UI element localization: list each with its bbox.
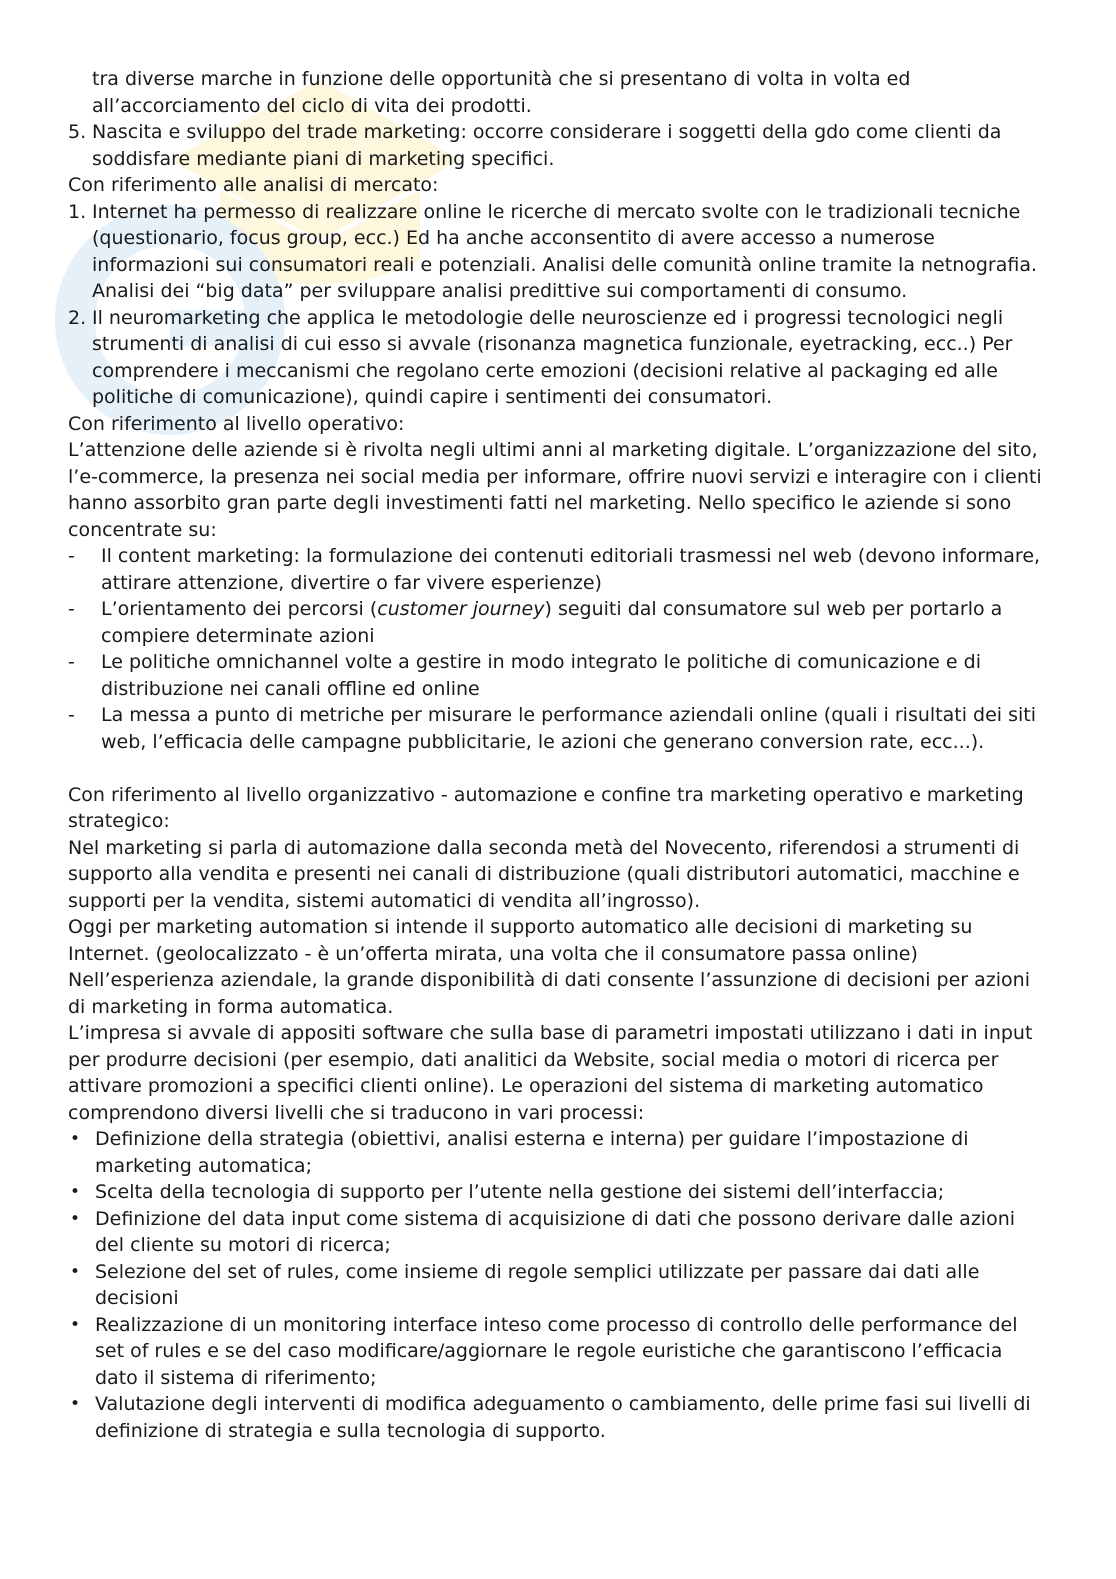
dash-marker: - [68,545,75,567]
org-heading: Con riferimento al livello organizzativo - automazione e confine tra marketing operativo e marketing strategico: [68,783,1024,832]
list-item-text: Selezione del set of rules, come insieme di regole semplici utilizzate per passare dai dati alle decisioni [95,1260,980,1309]
document-body [68,66,1048,1444]
market-heading: Con riferimento alle analisi di mercato: [68,174,439,196]
list-item-text: Il content marketing: la formulazione dei contenuti editoriali trasmessi nel web (devono informare, attirare attenzione, divertire o far vivere esperienze) [101,545,1041,594]
blank-line [68,755,1048,782]
market-item-2 [68,305,1048,411]
operative-item-2 [68,596,1048,649]
list-item-text: Nascita e sviluppo del trade marketing: occorre considerare i soggetti della gdo come clienti da soddisfare mediante piani di marketing specifici. [92,121,1002,170]
process-item-3 [68,1206,1048,1259]
bullet-marker: • [70,1314,81,1335]
dash-marker: - [68,598,75,620]
market-item-1 [68,199,1048,305]
dash-marker: - [68,651,75,673]
process-item-5 [68,1312,1048,1392]
process-item-2 [68,1179,1048,1206]
operative-item-1 [68,543,1048,596]
list-marker: 1. [68,200,87,223]
operative-paragraph: L’attenzione delle aziende si è rivolta negli ultimi anni al marketing digitale. L’organizzazione del sito, l’e-commerce, la presenza nei social media per informare, offrire nuovi servizi e interagire con i clienti hanno assorbito gran parte degli investimenti fatti nel marketing. Nello specifico le aziende si sono concentrate su: [68,439,1042,541]
process-item-6 [68,1391,1048,1444]
list-marker: 5. [68,121,87,143]
text-after: ) seguiti dal consumatore sul web per portarlo a compiere determinate azioni [101,598,1003,647]
list-item-text: Le politiche omnichannel volte a gestire in modo integrato le politiche di comunicazione e di distribuzione nei canali offline ed online [101,651,981,700]
list-item-text: Internet ha permesso di realizzare online le ricerche di mercato svolte con le tradizionali tecniche (questionario, focus group, ecc.) Ed ha anche acconsentito di avere accesso a numerose informazioni sui consumatori reali e potenziali. Analisi delle comunità online tramite la netnografia. Analisi dei “big data” per sviluppare analisi predittive sui comportamenti di consumo. [92,200,1038,302]
list-item-text: Realizzazione di un monitoring interface inteso come processo di controllo delle performance del set of rules e se del caso modificare/aggiornare le regole euristiche che garantiscono l’efficacia dato il sistema di riferimento; [95,1313,1018,1389]
process-item-4 [68,1259,1048,1312]
dash-marker: - [68,704,75,726]
list-item-text: Valutazione degli interventi di modifica adeguamento o cambiamento, delle prime fasi sui livelli di definizione di strategia e sulla tecnologia di supporto. [95,1393,1031,1442]
process-item-1 [68,1126,1048,1179]
list-item-text: Scelta della tecnologia di supporto per l’utente nella gestione dei sistemi dell’interfaccia; [95,1181,945,1203]
list-marker: 2. [68,306,87,329]
bullet-marker: • [70,1182,81,1202]
text-before: L’orientamento dei percorsi ( [101,598,378,620]
list-item-text: Definizione del data input come sistema di acquisizione di dati che possono derivare dalle azioni del cliente su motori di ricerca; [95,1207,1016,1256]
list-item-5 [68,119,1048,172]
list-item-text: La messa a punto di metriche per misurare le performance aziendali online (quali i risultati dei siti web, l’efficacia delle campagne pubblicitarie, le azioni che generano conversion rate, ecc...). [101,704,1036,753]
bullet-marker: • [70,1394,81,1414]
bullet-marker: • [70,1129,81,1149]
list-item-text: Definizione della strategia (obiettivi, analisi esterna e interna) per guidare l’impostazione di marketing automatica; [95,1128,969,1177]
org-paragraph-2: Oggi per marketing automation si intende il supporto automatico alle decisioni di marketing su Internet. (geolocalizzato - è un’offerta mirata, una volta che il consumatore passa online) [68,916,973,965]
org-paragraph-1: Nel marketing si parla di automazione dalla seconda metà del Novecento, riferendosi a strumenti di supporto alla vendita e presenti nei canali di distribuzione (quali distributori automatici, macchine e supporti per la vendita, sistemi automatici di vendita all’ingrosso). [68,836,1020,912]
intro-continuation: tra diverse marche in funzione delle opportunità che si presentano di volta in volta ed all’accorciamento del ciclo di vita dei prodotti. [92,68,911,117]
operative-heading: Con riferimento al livello operativo: [68,412,405,435]
bullet-marker: • [70,1208,81,1229]
list-item-text [68,596,1048,649]
italic-term: customer journey [377,598,545,620]
org-paragraph-3: Nell’esperienza aziendale, la grande disponibilità di dati consente l’assunzione di decisioni per azioni di marketing in forma automatica. [68,969,1030,1018]
operative-item-4 [68,702,1048,755]
operative-item-3 [68,649,1048,702]
list-item-text: Il neuromarketing che applica le metodologie delle neuroscienze ed i progressi tecnologici negli strumenti di analisi di cui esso si avvale (risonanza magnetica funzionale, eyetracking, ecc..) Per comprendere i meccanismi che regolano certe emozioni (decisioni relative al packaging ed alle politiche di comunicazione), quindi capire i sentimenti dei consumatori. [92,306,1013,408]
bullet-marker: • [70,1261,81,1282]
org-paragraph-4: L’impresa si avvale di appositi software che sulla base di parametri impostati utilizzano i dati in input per produrre decisioni (per esempio, dati analitici da Website, social media o motori di ricerca per attivare promozioni a specifici clienti online). Le operazioni del sistema di marketing automatico comprendono diversi livelli che si traducono in vari processi: [68,1022,1033,1124]
